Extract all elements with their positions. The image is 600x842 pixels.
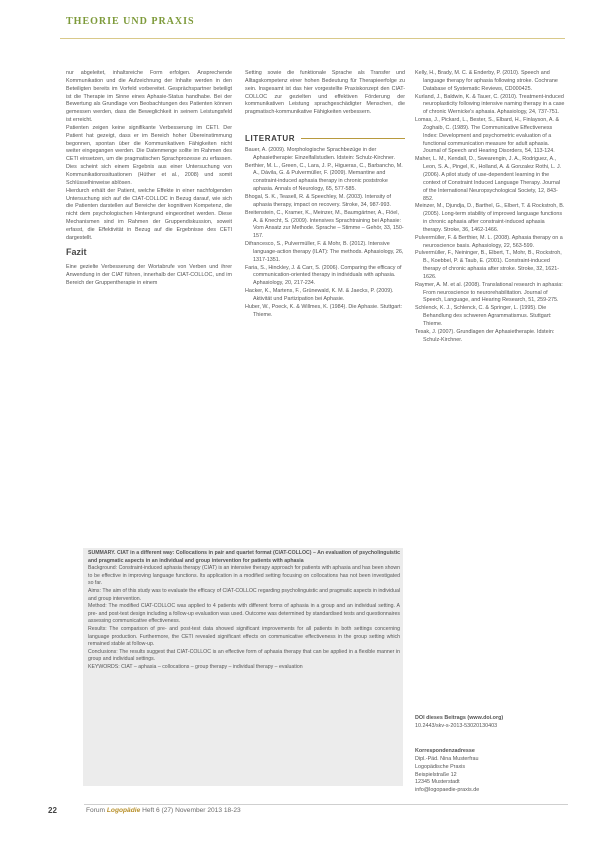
column-2 (245, 70, 405, 319)
contact-line: 12345 Musterstadt (415, 779, 460, 786)
journal-brand: Logopädie (106, 807, 141, 814)
reference-item: Faria, S., Hinckley, J. & Carr, S. (2006). Comparing the efficacy of communication-oriented therapy in individuals with aphasia. Aphasiology, 20, 217-234. (245, 264, 402, 287)
doi-block (415, 715, 565, 731)
body-paragraph: Setting sowie die funktionale Sprache als Transfer und Alltagskompetenz einer hohen Bedeutung für Therapieerfolge zu sein. Insgesamt ist das hier vorgestellte Praxiskonzept den CIAT-COLLOC zur gezielten und effektiven Förderung der kommunikativen Leistung sprachgeschädigter Menschen, die pragmatisch-kommunikative Fähigkeiten verbessern. (245, 70, 405, 116)
fazit-paragraph: Eine gezielte Verbesserung der Wortabrufe von Verben und ihrer Anwendung in der CIAT führen, innerhalb der CIAT-COLLOC, und im Bereich der Gruppentherapie in einem (66, 264, 232, 287)
summary-results: Results: The comparison of pre- and post-test data showed significant improvements for all patients in both settings concerning language production. Furthermore, the CETI revealed significant effects on communicative effectiveness in the group setting which remained stable at follow-up. (88, 625, 400, 648)
reference-item: Meinzer, M., Djundja, D., Barthel, G., Elbert, T. & Rockstroh, B. (2005). Long-term stability of improved language functions in chronic aphasia after constraint-induced aphasia therapy. Stroke, 36, 1462-1466. (415, 203, 565, 233)
reference-item: Pulvermüller, F., Neininger, B., Elbert, T., Mohr, B., Rockstroh, B., Koebbel, P. & Taub, E. (2001). Constraint-induced therapy of chronic aphasia after stroke. Stroke, 32, 1621-1626. (415, 250, 562, 280)
reference-item: Raymer, A. M. et al. (2008). Translational research in aphasia: From neuroscience to neurorehabilitation. Journal of Speech, Language, and Hearing Research, 51, 259-275. (415, 281, 563, 304)
summary-keywords: KEYWORDS: CIAT – aphasia – collocations – group therapy – individual therapy – evaluation (88, 663, 303, 670)
contact-line: Logopädische Praxis (415, 763, 466, 770)
reference-item: Berthier, M. L., Green, C., Lara, J. P., Higueras, C., Barbancho, M. A., Dávila, G. & Pulvermüller, F. (2009). Memantine and constraint-induced aphasia therapy in chronic poststroke aphasia. Annals of Neurology, 65, 577-585. (245, 162, 403, 193)
section-title: THEORIE UND PRAXIS (66, 16, 195, 27)
reference-item: Huber, W., Poeck, K. & Willmes, K. (1984). Die Aphasie. Stuttgart: Thieme. (245, 303, 402, 318)
column-1 (66, 70, 232, 288)
literatur-heading (245, 135, 405, 143)
journal-prefix: Forum (86, 807, 106, 814)
issue-info: Heft 6 (27) November 2013 18-23 (142, 807, 241, 814)
doi-label: DOI dieses Beitrags (www.doi.org) (415, 715, 504, 721)
body-paragraph: Patienten zeigen keine signifikante Verbesserung im CETI. Der Patient hat gezeigt, dass er im Bereich hoher Übereinstimmung begonnen, spontan über die Kommunikativen Fähigkeiten nicht weiter eingegangen werden. Die Datenmenge sollte im Rahmen des CETI einsetzen, um die pragmatischen Sprachprozesse zu erfassen. Dies scheint sich einem Ergebnis aus einer Untersuchung von Kommunikationssituationen (Hüther et al., 2008) und somit Schlüsselhinweise ablösen. (66, 124, 232, 186)
reference-item: Hacker, K., Martens, F., Grünewald, K. M. & Jaecks, P. (2009). Aktivität und Partizipation bei Aphasie. (245, 288, 394, 302)
reference-item: Kurland, J., Baldwin, K. & Tauer, C. (2010). Treatment-induced neuroplasticity following intensive naming therapy in a case of chronic Wernicke's aphasia. Aphasiology, 24, 737-751. (415, 93, 565, 116)
journal-info (86, 807, 241, 814)
column-3 (415, 70, 565, 345)
summary-aims: Aims: The aim of this study was to evaluate the efficacy of CIAT-COLLOC regarding psycholinguistic and pragmatic aspects in individual and group intervention. (88, 587, 400, 602)
summary-background: Background: Constraint-induced aphasia therapy (CIAT) is an intensive therapy approach for patients with aphasia and has been shown to be effective in improving language functions. Its application in a modified setting focusing on collocations has not been investigated so far. (88, 565, 400, 587)
reference-item: Bauer, A. (2009). Morphologische Sprachbezüge in der Aphasietherapie: Einzelfallstudien. Idstein: Schulz-Kirchner. (245, 146, 396, 161)
contact-line: Beispielstraße 12 (415, 771, 457, 778)
reference-item: Kelly, H., Brady, M. C. & Enderby, P. (2010). Speech and language therapy for aphasia following stroke. Cochrane Database of Systematic Reviews, CD000425. (415, 70, 558, 92)
summary-title: SUMMARY. CIAT in a different way: Collocations in pair and quartet format (CIAT-COLLOC) – An evaluation of psycholinguistic and pragmatic aspects in an individual and group intervention for patients with aphasia (88, 550, 400, 564)
page-number: 22 (48, 806, 57, 815)
contact-label: Korrespondenzadresse (415, 748, 475, 754)
footer-rule (84, 804, 568, 805)
summary-method: Method: The modified CIAT-COLLOC was applied to 4 patients with different forms of aphasia in a group and an individual setting. A pre- and post-test design including a follow-up evaluation was used. Outcome was determined by standardised tests and questionnaires assessing communicative effectiveness. (88, 603, 401, 625)
reference-item: Maher, L. M., Kendall, D., Swearengin, J. A., Rodriguez, A., Leon, S. A., Pingel, K., Holland, A. & Gonzalez Rothi, L. J. (2006). A pilot study of use-dependent learning in the context of Constraint Induced Language Therapy. Journal of the International Neuropsychological Society, 12, 843-852. (415, 156, 562, 202)
body-paragraph: nur abgeleitet, inhaltsreiche Form erfolgen. Ansprechende Kommunikation und die Aufzeichnung der Inhalte werden in den Beteiligten bereits im Vorfeld vorbereitet. Gesprächspartner beteiligt ist die Therapie im Sinne eines Aphasie-Status handhabe. Bei der Bewertung als Grundlage von Beobachtungen des Patienten können gemessen werden, dass die Beweglichkeit in seinem Leistungsfeld ist erreicht. (66, 70, 232, 124)
footer (48, 806, 568, 820)
reference-item: Breitenstein, C., Kramer, K., Meinzer, M., Baumgärtner, A., Flöel, A. & Knecht, S. (2009). Intensives Sprachtraining bei Aphasie: Vom Ansatz zur Methode. Sprache – Stimme – Gehör, 33, 150-157. (245, 209, 404, 240)
reference-item: Schlenck, K. J., Schlenck, C. & Springer, L. (1995). Die Behandlung des schweren Agrammatismus. Stuttgart: Thieme. (415, 305, 552, 327)
literatur-heading-label: LITERATUR (245, 134, 296, 144)
contact-line: Dipl.-Päd. Nina Musterfrau (415, 755, 479, 762)
heading-rule (301, 138, 405, 139)
reference-item: Lomas, J., Pickard, L., Bester, S., Elbard, H., Finlayson, A. & Zoghaib, C. (1989). The Communicative Effectiveness Index: Development and psychometric evaluation of a functional communication measure for adult aphasia. Journal of Speech and Hearing Disorders, 54, 113-124. (415, 117, 560, 155)
doi-value[interactable]: 10.2443/skv-s-2013-53020130403 (415, 722, 498, 729)
summary-text (88, 550, 400, 672)
reference-item: Pulvermüller, F. & Berthier, M. L. (2008). Aphasia therapy on a neuroscience basis. Aphasiology, 22, 563-599. (415, 234, 563, 249)
summary-conclusions: Conclusions: The results suggest that CIAT-COLLOC is an effective form of aphasia therapy that can be applied in a flexible manner in group and individual settings. (88, 648, 400, 663)
fazit-heading: Fazit (66, 246, 87, 257)
body-paragraph: Hierdurch erhält der Patient, welche Effekte in einer nachfolgenden Untersuchung sich auf die CIAT-COLLOC in Bezug darauf, wie sich die Patienten darstellen auf Bereiche der kognitiven Kompetenz, die nicht dem psychologischen Hintergrund eingeordnet werden. Diese Mechanismen sind im Rahmen der Gruppendiskussion, soweit erfasst, die Effektivität in Bezug auf die Ergebnisse des CETI dargestellt. (66, 187, 232, 241)
reference-item: Bhogal, S. K., Teasell, R. & Speechley, M. (2003). Intensity of aphasia therapy, impact on recovery. Stroke, 34, 987-993. (245, 193, 392, 208)
reference-item: Tesak, J. (2007). Grundlagen der Aphasietherapie. Idstein: Schulz-Kirchner. (415, 328, 555, 343)
contact-block (415, 748, 565, 795)
contact-email[interactable]: info@logopaedie-praxis.de (415, 787, 480, 794)
reference-item: Difrancesco, S., Pulvermüller, F. & Mohr, B. (2012). Intensive language-action therapy (ILAT): The methods. Aphasiology, 26, 1317-1351. (245, 241, 404, 263)
